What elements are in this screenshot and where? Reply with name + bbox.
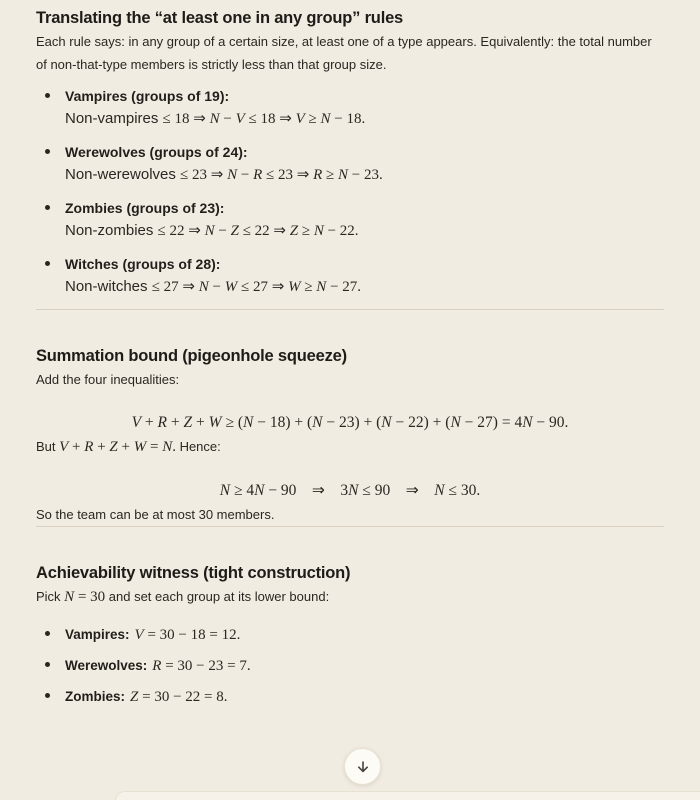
section-heading-witness: Achievability witness (tight construction) xyxy=(36,564,351,582)
math-fragment: Z xyxy=(109,439,118,455)
math-fragment: = 30 − 18 = 12. xyxy=(143,627,241,643)
math-fragment: N xyxy=(198,279,209,295)
math-fragment: + xyxy=(117,439,134,455)
list-item-math xyxy=(130,688,227,705)
math-fragment: = xyxy=(146,439,163,455)
section-divider xyxy=(36,526,664,527)
math-fragment: ≥ xyxy=(300,279,317,295)
math-fragment: Non-zombies xyxy=(65,222,158,239)
math-fragment: N xyxy=(254,482,265,499)
math-fragment: ≤ 27 ⇒ xyxy=(151,279,199,295)
list-item-label: Witches (groups of 28): xyxy=(65,256,221,272)
math-fragment: W xyxy=(224,279,238,295)
math-fragment: Z xyxy=(289,223,299,239)
math-fragment: = 30 xyxy=(74,589,106,605)
math-fragment: N xyxy=(219,482,231,499)
summation-bridge xyxy=(36,435,664,459)
math-fragment: V xyxy=(235,111,245,127)
math-fragment: N xyxy=(381,414,392,431)
math-fragment: − xyxy=(219,111,236,127)
math-fragment: W xyxy=(288,279,301,295)
math-fragment: − xyxy=(214,223,231,239)
math-fragment: and set each group at its lower bound: xyxy=(105,589,330,604)
list-item-label: Vampires (groups of 19): xyxy=(65,88,230,104)
math-fragment: N xyxy=(204,223,215,239)
math-fragment: N xyxy=(242,414,254,431)
math-fragment: Z xyxy=(183,414,193,431)
math-fragment: Pick xyxy=(36,589,65,604)
list-item-math xyxy=(65,275,664,299)
math-fragment: N xyxy=(209,111,220,127)
math-fragment: V xyxy=(295,111,305,127)
math-fragment: − 90 ⇒ 3 xyxy=(264,482,349,499)
math-fragment: N xyxy=(348,482,359,499)
bullet-dot xyxy=(45,662,50,667)
math-fragment: − 23. xyxy=(348,167,383,183)
math-fragment: N xyxy=(312,414,323,431)
math-fragment: ≤ 22 ⇒ xyxy=(157,223,205,239)
math-fragment: N xyxy=(64,589,75,605)
list-item xyxy=(36,141,664,187)
math-fragment: R xyxy=(157,414,168,431)
math-fragment: N xyxy=(227,167,238,183)
bullet-dot xyxy=(45,261,50,266)
math-fragment: − 90. xyxy=(532,414,569,431)
rules-intro-paragraph: Each rule says: in any group of a certain size, at least one of a type appears. Equivalently: the total number of non-that-type members is strictly less than that group size. xyxy=(36,34,652,72)
list-item-math xyxy=(135,626,241,643)
list-item-math xyxy=(152,657,250,674)
math-fragment: − 22) + ( xyxy=(391,414,451,431)
rules-list xyxy=(36,85,664,299)
section-divider xyxy=(36,309,664,310)
math-fragment: R xyxy=(84,439,94,455)
math-fragment: . xyxy=(172,439,176,455)
math-fragment: ≤ 23 ⇒ xyxy=(180,167,228,183)
list-item xyxy=(36,685,664,709)
math-fragment: + xyxy=(68,439,85,455)
math-fragment: N xyxy=(320,111,331,127)
math-fragment: W xyxy=(208,414,222,431)
list-item xyxy=(36,623,664,647)
list-item-math xyxy=(65,163,664,187)
math-fragment: R xyxy=(313,167,323,183)
list-item xyxy=(36,253,664,299)
math-fragment: − xyxy=(208,279,225,295)
math-fragment: − 27. xyxy=(326,279,362,295)
math-fragment: N xyxy=(434,482,445,499)
list-item xyxy=(36,654,664,678)
bullet-dot xyxy=(45,693,50,698)
math-fragment: V xyxy=(134,627,144,643)
math-fragment: R xyxy=(152,658,162,674)
list-item-label: Vampires: xyxy=(65,627,130,642)
math-fragment: ≤ 90 ⇒ xyxy=(358,482,435,499)
math-fragment: V xyxy=(131,414,142,431)
math-fragment: R xyxy=(253,167,263,183)
math-fragment: ≥ xyxy=(322,167,338,183)
list-item-math xyxy=(65,107,664,131)
math-fragment: + xyxy=(93,439,110,455)
math-fragment: ≥ 4 xyxy=(230,482,255,499)
math-fragment: N xyxy=(316,279,327,295)
math-fragment: + xyxy=(141,414,158,431)
math-fragment: ≥ xyxy=(298,223,314,239)
math-fragment: N xyxy=(337,167,348,183)
math-fragment: − 27) = 4 xyxy=(460,414,523,431)
witness-lead xyxy=(36,585,664,609)
math-fragment: + xyxy=(167,414,184,431)
composer-input-top-edge[interactable] xyxy=(115,791,700,800)
display-equation-sum xyxy=(36,411,664,435)
math-fragment: ≥ xyxy=(304,111,321,127)
summation-lead: Add the four inequalities: xyxy=(36,372,180,387)
math-fragment: ≤ 18 ⇒ xyxy=(162,111,210,127)
math-fragment: − 18) + ( xyxy=(253,414,313,431)
math-fragment: − 22. xyxy=(323,223,359,239)
math-fragment: Non-vampires xyxy=(65,110,163,127)
list-item xyxy=(36,197,664,243)
list-item-label: Zombies: xyxy=(65,689,126,704)
math-fragment: ≤ 27 ⇒ xyxy=(237,279,289,295)
math-fragment: ≤ 23 ⇒ xyxy=(262,167,314,183)
math-fragment: Hence: xyxy=(175,439,221,454)
display-equation-bound xyxy=(36,479,664,503)
section-heading-rules: Translating the “at least one in any group” rules xyxy=(36,9,404,27)
math-fragment: − xyxy=(237,167,254,183)
section-heading-summation: Summation bound (pigeonhole squeeze) xyxy=(36,347,347,365)
list-item-math xyxy=(65,219,664,243)
math-fragment: V xyxy=(59,439,69,455)
math-fragment: N xyxy=(313,223,324,239)
math-fragment: Non-werewolves xyxy=(65,166,181,183)
bullet-dot xyxy=(45,149,50,154)
scroll-to-bottom-button[interactable] xyxy=(344,748,381,785)
math-fragment: ≤ 18 ⇒ xyxy=(244,111,296,127)
bullet-dot xyxy=(45,631,50,636)
list-item xyxy=(36,85,664,131)
math-fragment: But xyxy=(36,439,60,454)
math-fragment: − 23) + ( xyxy=(322,414,382,431)
bullet-dot xyxy=(45,93,50,98)
math-fragment: Z xyxy=(230,223,239,239)
math-fragment: Z xyxy=(130,689,139,705)
list-item-label: Werewolves: xyxy=(65,658,148,673)
math-fragment: N xyxy=(162,439,173,455)
math-fragment: + xyxy=(192,414,209,431)
math-fragment: Non-witches xyxy=(65,278,152,295)
math-fragment: = 30 − 22 = 8. xyxy=(138,689,228,705)
math-fragment: N xyxy=(450,414,461,431)
math-fragment: = 30 − 23 = 7. xyxy=(161,658,251,674)
list-item-label: Werewolves (groups of 24): xyxy=(65,144,248,160)
summation-conclusion: So the team can be at most 30 members. xyxy=(36,507,275,522)
math-fragment: − 18. xyxy=(330,111,366,127)
math-fragment: ≤ 30. xyxy=(444,482,481,499)
list-item-label: Zombies (groups of 23): xyxy=(65,200,225,216)
math-fragment: W xyxy=(133,439,147,455)
down-arrow-icon xyxy=(355,759,371,775)
math-fragment: N xyxy=(522,414,533,431)
witness-list xyxy=(36,623,664,709)
bullet-dot xyxy=(45,205,50,210)
math-fragment: ≤ 22 ⇒ xyxy=(238,223,290,239)
math-fragment: ≥ ( xyxy=(221,414,243,431)
